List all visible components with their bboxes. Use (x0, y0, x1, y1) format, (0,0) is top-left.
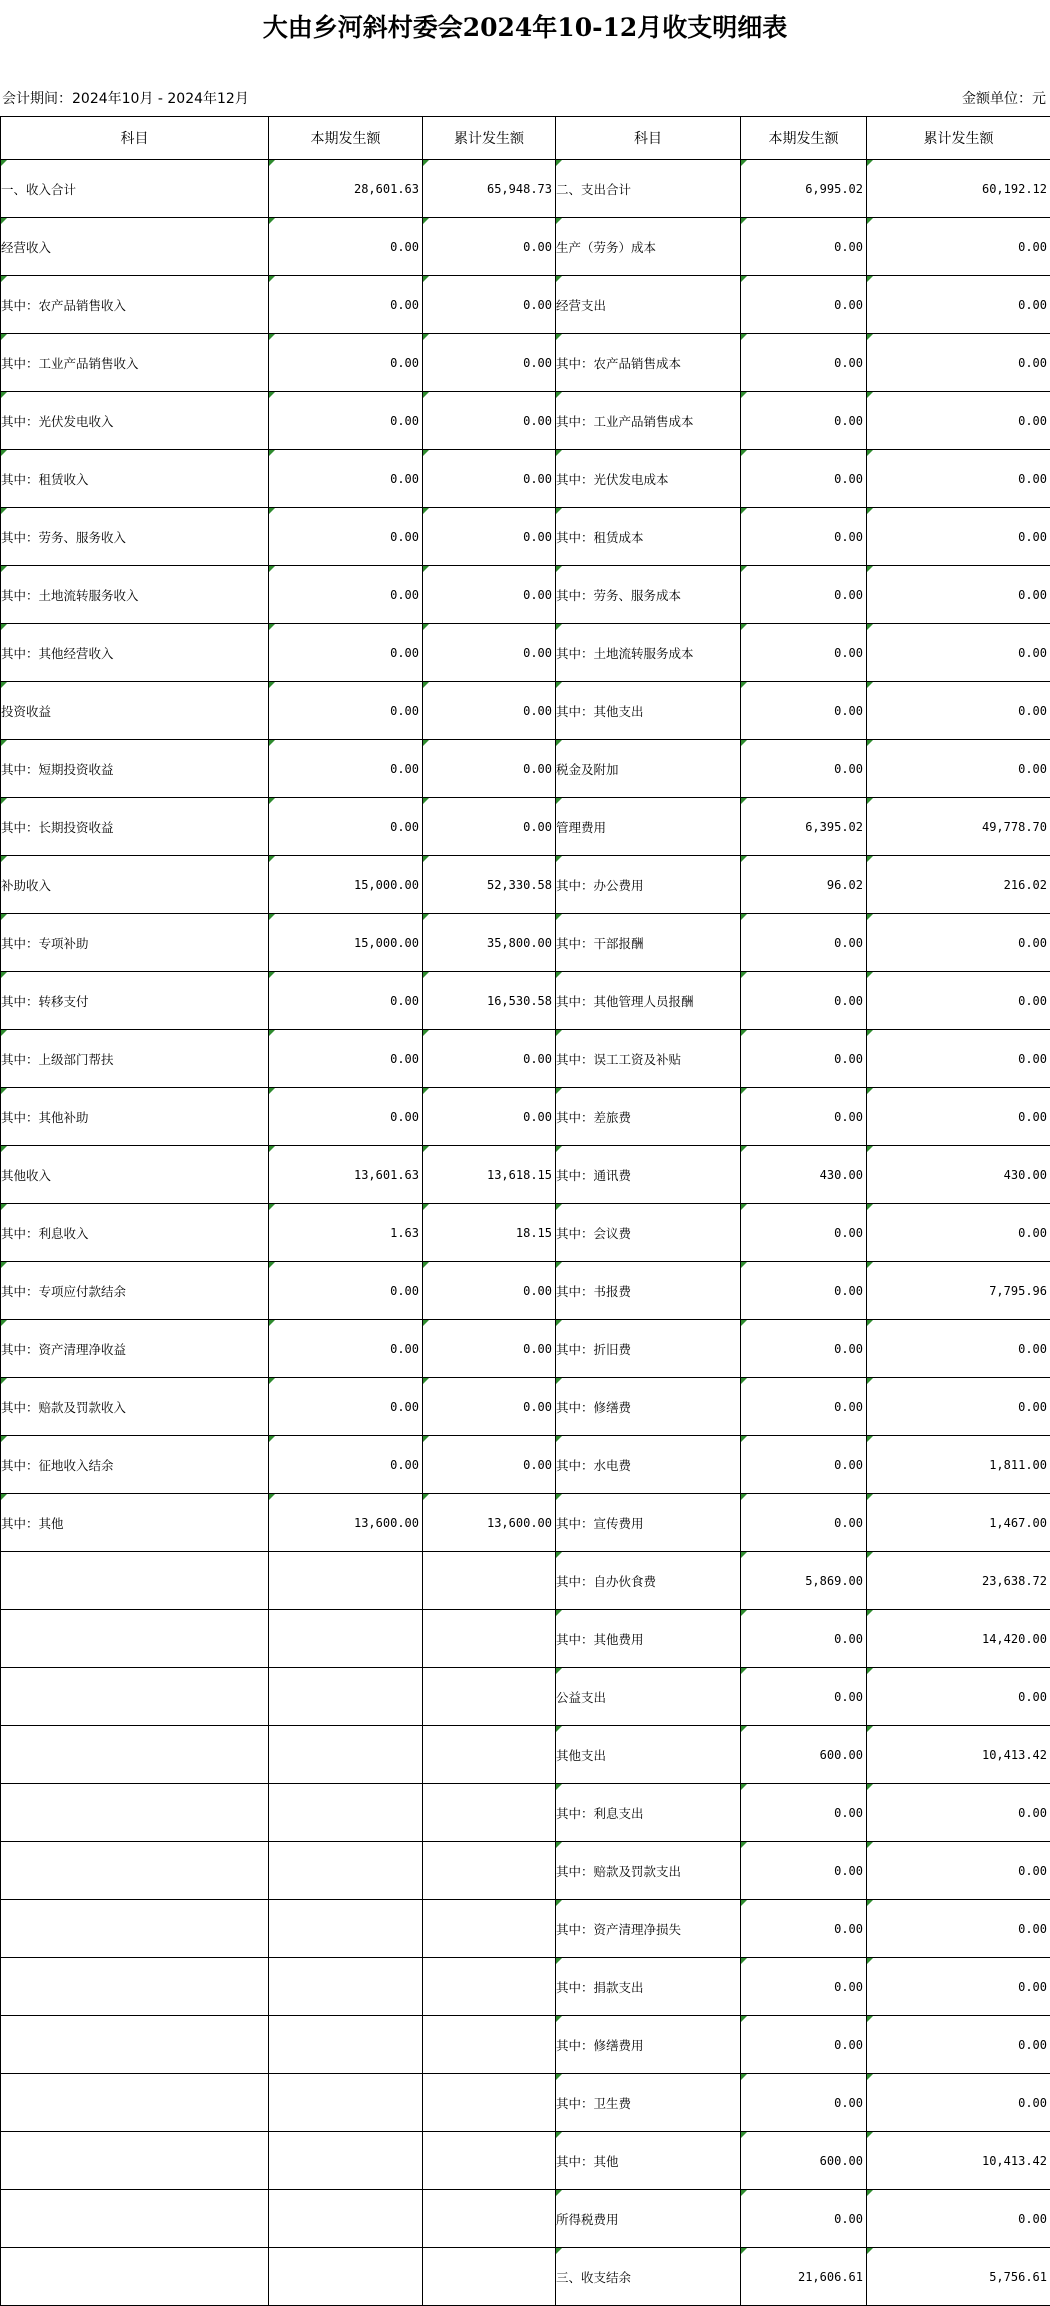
expense-subject-cell: 其中：捐款支出 (556, 1958, 741, 2016)
income-cumulative-cell: 0.00 (423, 1030, 556, 1088)
income-subject-cell: 其中：租赁收入 (1, 450, 269, 508)
table-row (1, 508, 1050, 566)
income-subject-cell (1, 1610, 269, 1668)
expense-subject-cell: 公益支出 (556, 1668, 741, 1726)
table-row (1, 392, 1050, 450)
table-row (1, 1030, 1050, 1088)
income-subject-cell: 其中：农产品销售收入 (1, 276, 269, 334)
table-row (1, 1088, 1050, 1146)
expense-current-cell: 0.00 (741, 1030, 867, 1088)
income-current-cell (269, 2190, 423, 2248)
expense-cumulative-cell: 0.00 (867, 334, 1050, 392)
income-cumulative-cell (423, 1958, 556, 2016)
expense-cumulative-cell: 0.00 (867, 1204, 1050, 1262)
income-subject-cell (1, 2190, 269, 2248)
income-current-cell: 0.00 (269, 1088, 423, 1146)
income-subject-cell: 其中：其他经营收入 (1, 624, 269, 682)
income-current-cell: 28,601.63 (269, 160, 423, 218)
expense-cumulative-cell: 0.00 (867, 1958, 1050, 2016)
expense-subject-cell: 其中：书报费 (556, 1262, 741, 1320)
table-row (1, 218, 1050, 276)
header-income-subject: 科目 (1, 117, 269, 160)
income-subject-cell: 其中：资产清理净收益 (1, 1320, 269, 1378)
expense-current-cell: 0.00 (741, 1320, 867, 1378)
income-current-cell (269, 2016, 423, 2074)
income-current-cell: 15,000.00 (269, 914, 423, 972)
expense-cumulative-cell: 1,811.00 (867, 1436, 1050, 1494)
income-subject-cell: 投资收益 (1, 682, 269, 740)
expense-current-cell: 0.00 (741, 972, 867, 1030)
expense-subject-cell: 其中：办公费用 (556, 856, 741, 914)
income-current-cell: 0.00 (269, 1436, 423, 1494)
table-row (1, 334, 1050, 392)
income-current-cell (269, 1958, 423, 2016)
income-cumulative-cell (423, 1900, 556, 1958)
income-current-cell: 13,601.63 (269, 1146, 423, 1204)
income-current-cell (269, 2248, 423, 2306)
table-header-row (1, 117, 1050, 160)
income-cumulative-cell: 0.00 (423, 1378, 556, 1436)
income-subject-cell: 其中：工业产品销售收入 (1, 334, 269, 392)
expense-current-cell: 6,995.02 (741, 160, 867, 218)
table-row (1, 1610, 1050, 1668)
expense-subject-cell: 其中：工业产品销售成本 (556, 392, 741, 450)
income-subject-cell: 其中：其他 (1, 1494, 269, 1552)
accounting-period: 会计期间：2024年10月 - 2024年12月 (2, 88, 249, 108)
expense-subject-cell: 其中：其他费用 (556, 1610, 741, 1668)
expense-cumulative-cell: 10,413.42 (867, 1726, 1050, 1784)
table-row (1, 798, 1050, 856)
table-row (1, 276, 1050, 334)
expense-current-cell: 0.00 (741, 1610, 867, 1668)
expense-subject-cell: 其中：光伏发电成本 (556, 450, 741, 508)
expense-current-cell: 430.00 (741, 1146, 867, 1204)
income-cumulative-cell: 0.00 (423, 334, 556, 392)
expense-current-cell: 0.00 (741, 1494, 867, 1552)
expense-subject-cell: 其中：会议费 (556, 1204, 741, 1262)
expense-cumulative-cell: 0.00 (867, 392, 1050, 450)
expense-cumulative-cell: 5,756.61 (867, 2248, 1050, 2306)
income-cumulative-cell: 0.00 (423, 740, 556, 798)
table-row (1, 2248, 1050, 2306)
table-row (1, 972, 1050, 1030)
expense-subject-cell: 生产（劳务）成本 (556, 218, 741, 276)
expense-subject-cell: 其中：修缮费 (556, 1378, 741, 1436)
table-row (1, 1436, 1050, 1494)
income-current-cell: 0.00 (269, 450, 423, 508)
expense-current-cell: 0.00 (741, 682, 867, 740)
income-current-cell (269, 2132, 423, 2190)
expense-cumulative-cell: 0.00 (867, 1030, 1050, 1088)
income-current-cell: 0.00 (269, 508, 423, 566)
expense-cumulative-cell: 0.00 (867, 1320, 1050, 1378)
expense-subject-cell: 其中：租赁成本 (556, 508, 741, 566)
expense-current-cell: 0.00 (741, 1262, 867, 1320)
income-cumulative-cell (423, 2132, 556, 2190)
income-cumulative-cell: 65,948.73 (423, 160, 556, 218)
income-current-cell: 0.00 (269, 1262, 423, 1320)
expense-cumulative-cell: 0.00 (867, 566, 1050, 624)
expense-current-cell: 0.00 (741, 1204, 867, 1262)
expense-subject-cell: 其中：修缮费用 (556, 2016, 741, 2074)
expense-subject-cell: 其中：其他支出 (556, 682, 741, 740)
expense-cumulative-cell: 0.00 (867, 1378, 1050, 1436)
expense-subject-cell: 其中：农产品销售成本 (556, 334, 741, 392)
income-cumulative-cell: 0.00 (423, 218, 556, 276)
expense-current-cell: 0.00 (741, 1088, 867, 1146)
income-cumulative-cell (423, 2248, 556, 2306)
table-row (1, 1320, 1050, 1378)
table-row (1, 1784, 1050, 1842)
income-subject-cell: 其中：土地流转服务收入 (1, 566, 269, 624)
income-subject-cell: 其他收入 (1, 1146, 269, 1204)
expense-current-cell: 21,606.61 (741, 2248, 867, 2306)
expense-subject-cell: 其中：利息支出 (556, 1784, 741, 1842)
income-cumulative-cell: 0.00 (423, 566, 556, 624)
income-current-cell (269, 1784, 423, 1842)
expense-current-cell: 0.00 (741, 1842, 867, 1900)
income-subject-cell: 其中：转移支付 (1, 972, 269, 1030)
income-subject-cell (1, 1958, 269, 2016)
expense-subject-cell: 其中：通讯费 (556, 1146, 741, 1204)
header-expense-subject: 科目 (556, 117, 741, 160)
income-cumulative-cell: 16,530.58 (423, 972, 556, 1030)
income-subject-cell: 其中：赔款及罚款收入 (1, 1378, 269, 1436)
income-subject-cell (1, 1900, 269, 1958)
income-subject-cell: 经营收入 (1, 218, 269, 276)
table-row (1, 2190, 1050, 2248)
expense-current-cell: 0.00 (741, 1900, 867, 1958)
table-row (1, 1726, 1050, 1784)
income-current-cell (269, 1552, 423, 1610)
expense-current-cell: 5,869.00 (741, 1552, 867, 1610)
income-current-cell: 15,000.00 (269, 856, 423, 914)
income-cumulative-cell: 0.00 (423, 392, 556, 450)
expense-current-cell: 0.00 (741, 2016, 867, 2074)
income-cumulative-cell: 0.00 (423, 798, 556, 856)
table-row (1, 682, 1050, 740)
expense-current-cell: 0.00 (741, 1784, 867, 1842)
income-cumulative-cell: 0.00 (423, 276, 556, 334)
expense-current-cell: 0.00 (741, 566, 867, 624)
expense-cumulative-cell: 7,795.96 (867, 1262, 1050, 1320)
expense-cumulative-cell: 0.00 (867, 972, 1050, 1030)
income-subject-cell (1, 1552, 269, 1610)
income-current-cell: 0.00 (269, 276, 423, 334)
expense-current-cell: 0.00 (741, 334, 867, 392)
expense-current-cell: 6,395.02 (741, 798, 867, 856)
expense-current-cell: 0.00 (741, 2074, 867, 2132)
expense-cumulative-cell: 60,192.12 (867, 160, 1050, 218)
income-current-cell: 0.00 (269, 392, 423, 450)
expense-subject-cell: 三、收支结余 (556, 2248, 741, 2306)
table-body (1, 160, 1050, 2306)
header-income-cumulative: 累计发生额 (423, 117, 556, 160)
expense-cumulative-cell: 10,413.42 (867, 2132, 1050, 2190)
expense-current-cell: 0.00 (741, 740, 867, 798)
income-subject-cell: 其中：上级部门帮扶 (1, 1030, 269, 1088)
expense-subject-cell: 其中：自办伙食费 (556, 1552, 741, 1610)
table-row (1, 856, 1050, 914)
expense-cumulative-cell: 0.00 (867, 276, 1050, 334)
income-subject-cell: 其中：短期投资收益 (1, 740, 269, 798)
expense-subject-cell: 其中：赔款及罚款支出 (556, 1842, 741, 1900)
expense-current-cell: 96.02 (741, 856, 867, 914)
table-row (1, 160, 1050, 218)
income-cumulative-cell: 18.15 (423, 1204, 556, 1262)
income-cumulative-cell: 0.00 (423, 624, 556, 682)
income-current-cell: 0.00 (269, 1030, 423, 1088)
income-cumulative-cell: 0.00 (423, 1320, 556, 1378)
expense-current-cell: 0.00 (741, 1436, 867, 1494)
income-subject-cell: 其中：长期投资收益 (1, 798, 269, 856)
expense-cumulative-cell: 0.00 (867, 914, 1050, 972)
expense-current-cell: 0.00 (741, 914, 867, 972)
table-row (1, 1146, 1050, 1204)
income-cumulative-cell (423, 1726, 556, 1784)
income-subject-cell: 其中：专项补助 (1, 914, 269, 972)
table-row (1, 1668, 1050, 1726)
expense-current-cell: 0.00 (741, 508, 867, 566)
expense-cumulative-cell: 430.00 (867, 1146, 1050, 1204)
header-expense-cumulative: 累计发生额 (867, 117, 1050, 160)
income-subject-cell (1, 2132, 269, 2190)
income-subject-cell (1, 1784, 269, 1842)
income-cumulative-cell: 0.00 (423, 1262, 556, 1320)
table-row (1, 566, 1050, 624)
table-row (1, 1378, 1050, 1436)
expense-current-cell: 0.00 (741, 1378, 867, 1436)
expense-subject-cell: 其中：土地流转服务成本 (556, 624, 741, 682)
expense-subject-cell: 其中：宣传费用 (556, 1494, 741, 1552)
income-current-cell (269, 1842, 423, 1900)
income-cumulative-cell: 35,800.00 (423, 914, 556, 972)
income-subject-cell (1, 1842, 269, 1900)
expense-current-cell: 600.00 (741, 1726, 867, 1784)
expense-subject-cell: 其中：其他管理人员报酬 (556, 972, 741, 1030)
income-cumulative-cell (423, 1610, 556, 1668)
table-row (1, 2132, 1050, 2190)
expense-cumulative-cell: 0.00 (867, 682, 1050, 740)
table-row (1, 914, 1050, 972)
income-current-cell: 0.00 (269, 1320, 423, 1378)
expense-current-cell: 0.00 (741, 624, 867, 682)
table-row (1, 624, 1050, 682)
income-subject-cell: 补助收入 (1, 856, 269, 914)
expense-cumulative-cell: 0.00 (867, 1900, 1050, 1958)
income-subject-cell: 其中：利息收入 (1, 1204, 269, 1262)
income-subject-cell: 其中：其他补助 (1, 1088, 269, 1146)
expense-subject-cell: 其中：卫生费 (556, 2074, 741, 2132)
income-current-cell: 0.00 (269, 566, 423, 624)
expense-cumulative-cell: 0.00 (867, 1088, 1050, 1146)
income-cumulative-cell (423, 2016, 556, 2074)
expense-subject-cell: 所得税费用 (556, 2190, 741, 2248)
expense-subject-cell: 经营支出 (556, 276, 741, 334)
expense-subject-cell: 其中：折旧费 (556, 1320, 741, 1378)
table-row (1, 1900, 1050, 1958)
income-current-cell: 0.00 (269, 218, 423, 276)
expense-cumulative-cell: 0.00 (867, 1668, 1050, 1726)
expense-cumulative-cell: 0.00 (867, 2190, 1050, 2248)
expense-cumulative-cell: 0.00 (867, 218, 1050, 276)
expense-cumulative-cell: 0.00 (867, 1842, 1050, 1900)
income-current-cell: 0.00 (269, 1378, 423, 1436)
expense-subject-cell: 其他支出 (556, 1726, 741, 1784)
income-subject-cell: 一、收入合计 (1, 160, 269, 218)
expense-cumulative-cell: 0.00 (867, 508, 1050, 566)
income-cumulative-cell: 0.00 (423, 682, 556, 740)
expense-subject-cell: 其中：水电费 (556, 1436, 741, 1494)
expense-subject-cell: 其中：干部报酬 (556, 914, 741, 972)
income-cumulative-cell (423, 1552, 556, 1610)
expense-cumulative-cell: 0.00 (867, 2074, 1050, 2132)
income-cumulative-cell: 0.00 (423, 508, 556, 566)
income-cumulative-cell (423, 1784, 556, 1842)
expense-current-cell: 0.00 (741, 276, 867, 334)
income-current-cell: 0.00 (269, 972, 423, 1030)
expense-subject-cell: 其中：资产清理净损失 (556, 1900, 741, 1958)
amount-unit: 金额单位：元 (962, 88, 1046, 108)
expense-cumulative-cell: 0.00 (867, 2016, 1050, 2074)
table-row (1, 450, 1050, 508)
income-subject-cell: 其中：劳务、服务收入 (1, 508, 269, 566)
expense-current-cell: 0.00 (741, 392, 867, 450)
income-current-cell (269, 1668, 423, 1726)
income-cumulative-cell (423, 1842, 556, 1900)
income-cumulative-cell: 0.00 (423, 1088, 556, 1146)
table-row (1, 2016, 1050, 2074)
income-subject-cell (1, 2248, 269, 2306)
expense-subject-cell: 其中：差旅费 (556, 1088, 741, 1146)
income-subject-cell (1, 2074, 269, 2132)
expense-cumulative-cell: 14,420.00 (867, 1610, 1050, 1668)
income-current-cell: 1.63 (269, 1204, 423, 1262)
expense-current-cell: 0.00 (741, 2190, 867, 2248)
income-current-cell (269, 2074, 423, 2132)
income-subject-cell: 其中：光伏发电收入 (1, 392, 269, 450)
header-expense-current: 本期发生额 (741, 117, 867, 160)
expense-cumulative-cell: 1,467.00 (867, 1494, 1050, 1552)
expense-subject-cell: 其中：其他 (556, 2132, 741, 2190)
income-cumulative-cell: 0.00 (423, 450, 556, 508)
expense-cumulative-cell: 216.02 (867, 856, 1050, 914)
table-row (1, 740, 1050, 798)
expense-subject-cell: 其中：误工工资及补贴 (556, 1030, 741, 1088)
income-subject-cell: 其中：专项应付款结余 (1, 1262, 269, 1320)
expense-subject-cell: 其中：劳务、服务成本 (556, 566, 741, 624)
expense-current-cell: 0.00 (741, 218, 867, 276)
expense-cumulative-cell: 0.00 (867, 450, 1050, 508)
income-cumulative-cell: 0.00 (423, 1436, 556, 1494)
income-current-cell: 0.00 (269, 740, 423, 798)
income-current-cell (269, 1726, 423, 1784)
income-expense-table (0, 116, 1050, 2306)
expense-subject-cell: 管理费用 (556, 798, 741, 856)
income-current-cell: 0.00 (269, 624, 423, 682)
expense-cumulative-cell: 23,638.72 (867, 1552, 1050, 1610)
income-cumulative-cell: 13,618.15 (423, 1146, 556, 1204)
table-row (1, 1842, 1050, 1900)
expense-subject-cell: 二、支出合计 (556, 160, 741, 218)
income-current-cell: 13,600.00 (269, 1494, 423, 1552)
expense-current-cell: 0.00 (741, 1958, 867, 2016)
expense-current-cell: 600.00 (741, 2132, 867, 2190)
expense-cumulative-cell: 0.00 (867, 1784, 1050, 1842)
income-cumulative-cell (423, 2074, 556, 2132)
income-current-cell (269, 1900, 423, 1958)
income-subject-cell (1, 2016, 269, 2074)
page-title: 大由乡河斜村委会2024年10-12月收支明细表 (0, 8, 1050, 44)
table-row (1, 1494, 1050, 1552)
table-row (1, 1958, 1050, 2016)
table-row (1, 1552, 1050, 1610)
income-cumulative-cell: 13,600.00 (423, 1494, 556, 1552)
expense-subject-cell: 税金及附加 (556, 740, 741, 798)
table-row (1, 2074, 1050, 2132)
expense-cumulative-cell: 0.00 (867, 740, 1050, 798)
income-subject-cell (1, 1726, 269, 1784)
income-cumulative-cell (423, 1668, 556, 1726)
income-subject-cell (1, 1668, 269, 1726)
expense-current-cell: 0.00 (741, 1668, 867, 1726)
income-current-cell (269, 1610, 423, 1668)
income-subject-cell: 其中：征地收入结余 (1, 1436, 269, 1494)
table-row (1, 1204, 1050, 1262)
header-income-current: 本期发生额 (269, 117, 423, 160)
income-current-cell: 0.00 (269, 682, 423, 740)
expense-cumulative-cell: 49,778.70 (867, 798, 1050, 856)
income-cumulative-cell (423, 2190, 556, 2248)
expense-cumulative-cell: 0.00 (867, 624, 1050, 682)
income-current-cell: 0.00 (269, 798, 423, 856)
table-row (1, 1262, 1050, 1320)
income-cumulative-cell: 52,330.58 (423, 856, 556, 914)
income-current-cell: 0.00 (269, 334, 423, 392)
expense-current-cell: 0.00 (741, 450, 867, 508)
